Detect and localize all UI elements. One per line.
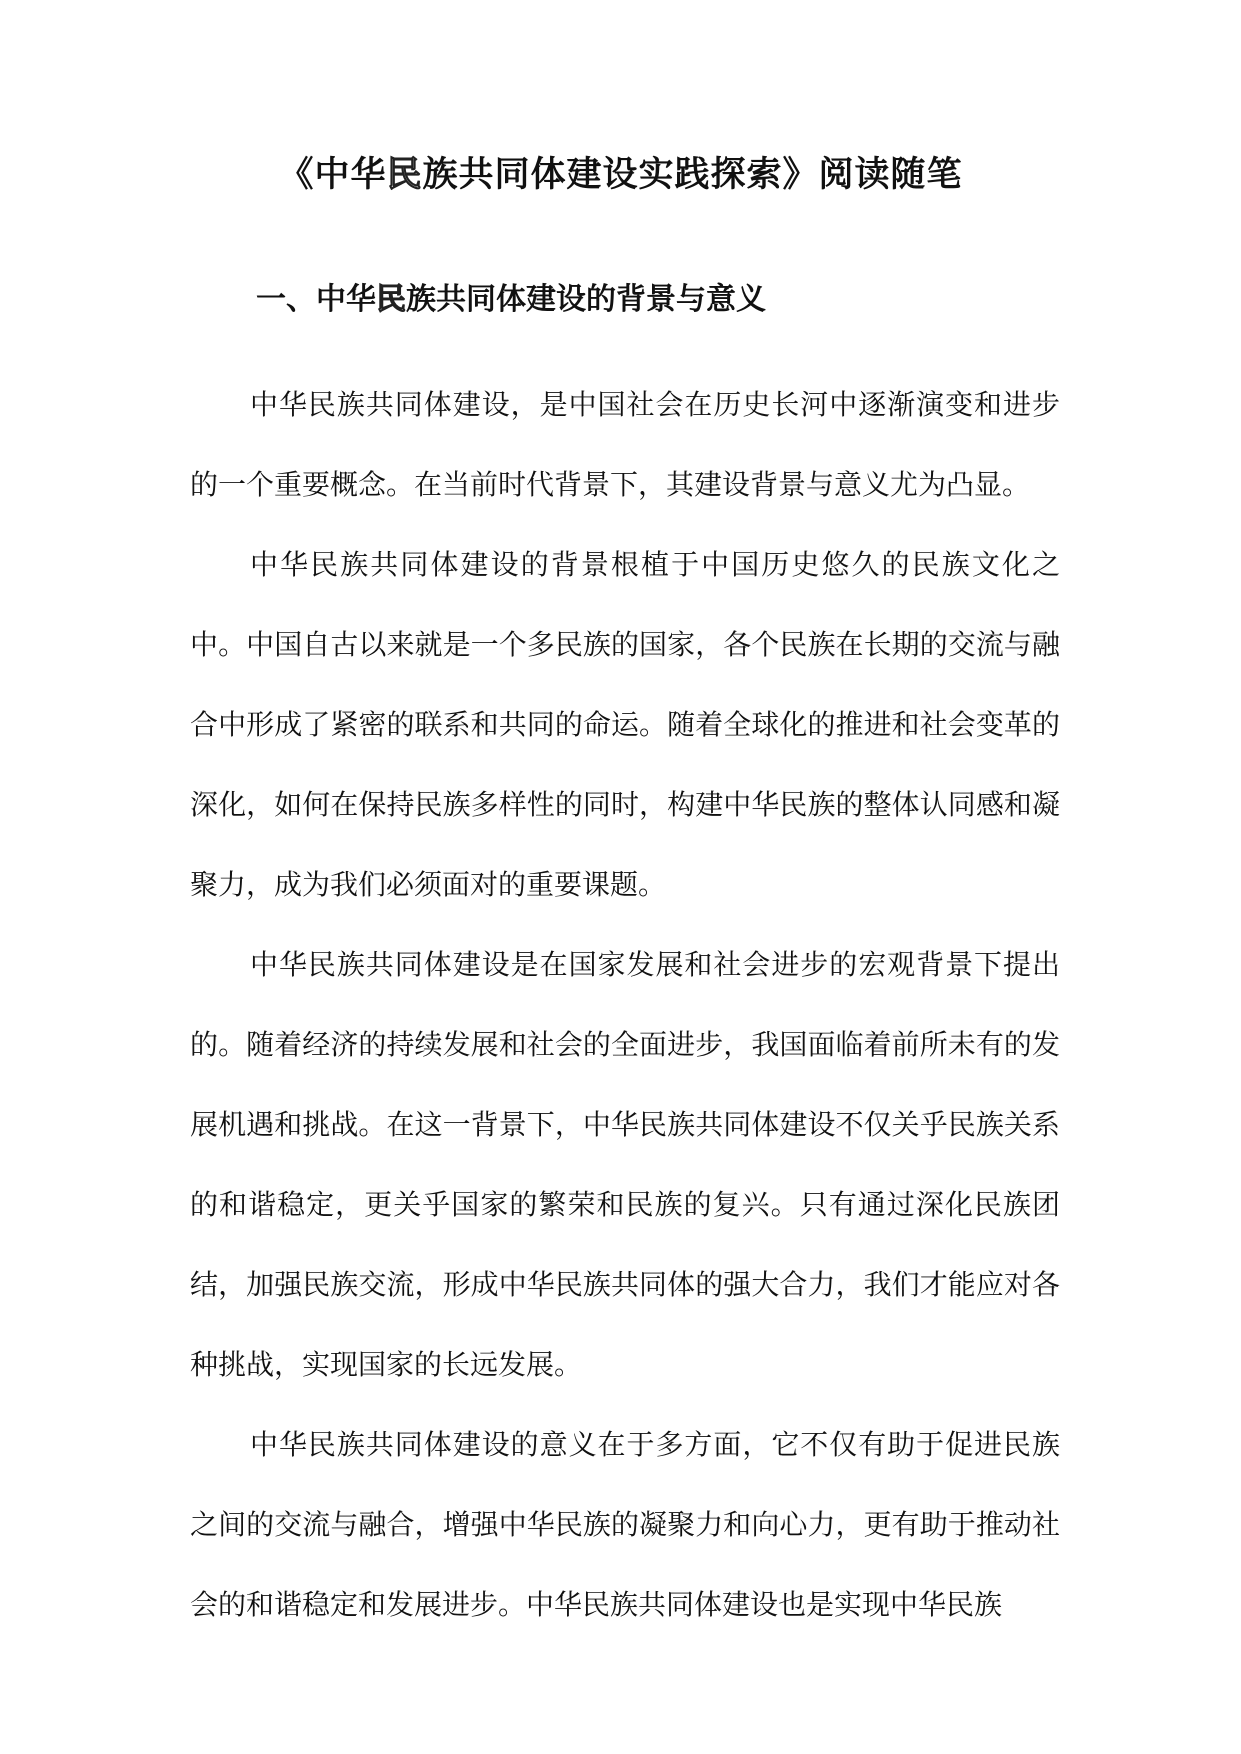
section-heading-highlight-char: 民 — [376, 282, 406, 317]
document-title-text-end: 族共同体建设实践探索》阅读随笔 — [422, 154, 963, 195]
document-title-highlight-char: 民 — [386, 154, 423, 195]
document-title — [0, 150, 1241, 200]
paragraph: 中华民族共同体建设的背景根植于中国历史悠久的民族文化之中。中国自古以来就是一个多民族的国家，各个民族在长期的交流与融合中形成了紧密的联系和共同的命运。随着全球化的推进和社会变革的深化，如何在保持民族多样性的同时，构建中华民族的整体认同感和凝聚力，成为我们必须面对的重要课题。 — [190, 548, 1060, 901]
section-heading-text-end: 族共同体建设的背景与意义 — [406, 282, 766, 317]
paragraph: 中华民族共同体建设的意义在于多方面，它不仅有助于促进民族之间的交流与融合，增强中华民族的凝聚力和向心力，更有助于推动社会的和谐稳定和发展进步。中华民族共同体建设也是实现中华民族 — [190, 1428, 1060, 1621]
section-heading-text-start: 一、中华 — [256, 282, 376, 317]
document-title-text-start: 《中华 — [278, 154, 387, 195]
paragraph: 中华民族共同体建设，是中国社会在历史长河中逐渐演变和进步的一个重要概念。在当前时代背景下，其建设背景与意义尤为凸显。 — [190, 388, 1060, 501]
section-heading — [256, 278, 766, 322]
body-text — [190, 365, 1060, 1645]
paragraph: 中华民族共同体建设是在国家发展和社会进步的宏观背景下提出的。随着经济的持续发展和社会的全面进步，我国面临着前所未有的发展机遇和挑战。在这一背景下，中华民族共同体建设不仅关乎民族关系的和谐稳定，更关乎国家的繁荣和民族的复兴。只有通过深化民族团结，加强民族交流，形成中华民族共同体的强大合力，我们才能应对各种挑战，实现国家的长远发展。 — [190, 948, 1060, 1381]
